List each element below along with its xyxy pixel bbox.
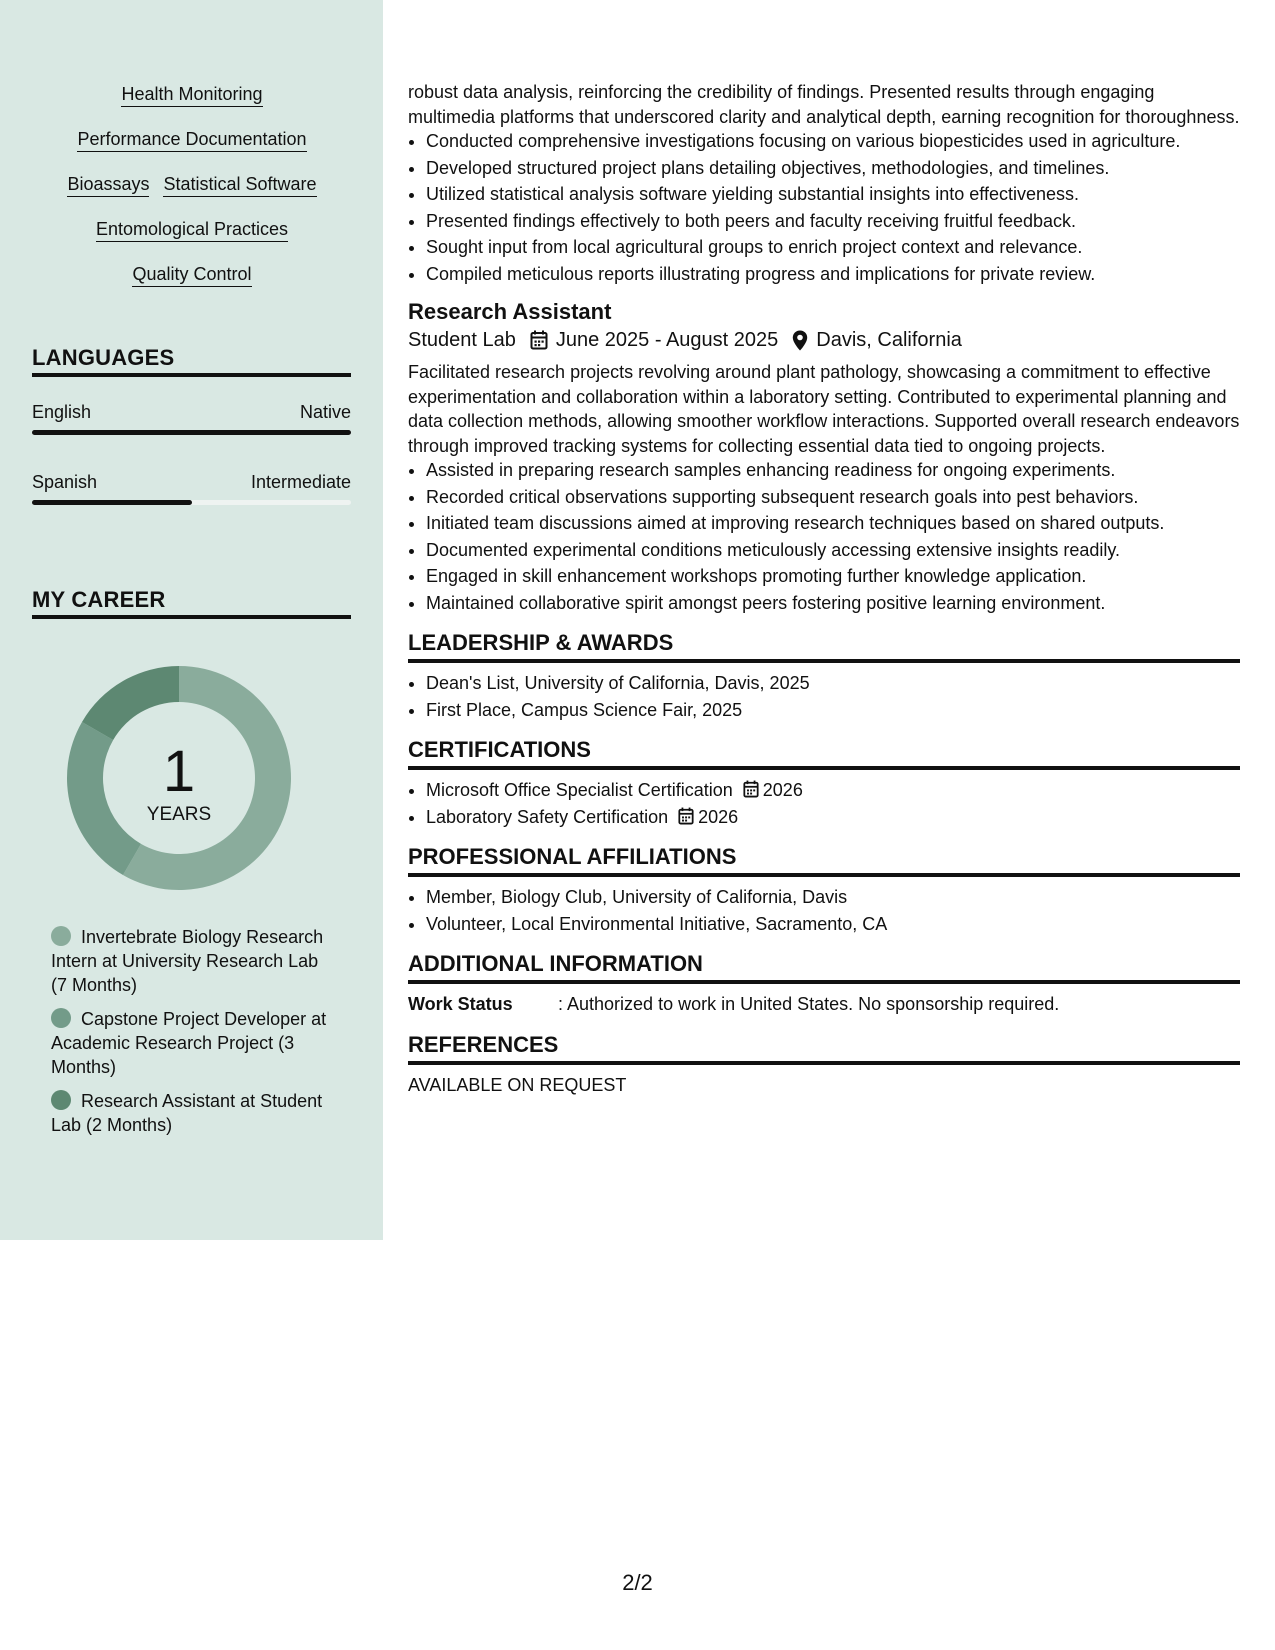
language-name: Spanish	[32, 472, 98, 492]
list-item: • Member, Biology Club, University of California, Davis	[426, 885, 1240, 910]
list-item: • Assisted in preparing research samples enhancing readiness for ongoing experiments.	[426, 458, 1240, 483]
legend-swatch	[51, 926, 71, 946]
job-title: Research Assistant	[408, 299, 612, 324]
certification-year: 2026	[762, 780, 803, 800]
language-proficiency-fill	[32, 500, 192, 505]
language-level: Native	[299, 402, 351, 422]
intro-paragraph: robust data analysis, reinforcing the credibility of findings. Presented results through engaging multimedia platforms that underscored clarity and analytical depth, earning recognition for thoroughness.	[408, 82, 1240, 127]
job-meta	[408, 326, 1240, 354]
language-proficiency-bar	[32, 430, 351, 435]
job-company: Student Lab	[408, 329, 516, 351]
certifications-heading: CERTIFICATIONS	[408, 736, 1240, 770]
affiliations-list	[408, 885, 1240, 936]
career-heading: MY CAREER	[32, 587, 351, 619]
skills-list	[32, 82, 352, 307]
legend-label: Research Assistant at Student Lab (2 Months)	[51, 1091, 323, 1135]
languages-heading: LANGUAGES	[32, 345, 351, 377]
donut-segment	[82, 666, 179, 740]
sidebar	[0, 0, 383, 1240]
intro-bullets	[408, 129, 1240, 286]
skill-tag: Bioassays	[67, 172, 149, 197]
main-content	[408, 80, 1240, 1097]
affiliations-heading: PROFESSIONAL AFFILIATIONS	[408, 843, 1240, 877]
language-spanish	[32, 472, 351, 505]
list-item: • Dean's List, University of California, Davis, 2025	[426, 671, 1240, 696]
list-item: • Documented experimental conditions meticulously accessing extensive insights readily.	[426, 538, 1240, 563]
list-item: • Compiled meticulous reports illustrating progress and implications for private review.	[426, 262, 1240, 287]
list-item: • Volunteer, Local Environmental Initiative, Sacramento, CA	[426, 912, 1240, 937]
skill-tag: Quality Control	[132, 262, 251, 287]
language-proficiency-bar	[32, 500, 351, 505]
career-legend-item	[51, 1007, 336, 1079]
career-total-number: 1	[162, 739, 196, 804]
list-item: • Presented findings effectively to both peers and faculty receiving fruitful feedback.	[426, 209, 1240, 234]
skill-tag: Health Monitoring	[121, 82, 262, 107]
language-name: English	[32, 402, 92, 422]
job-dates: June 2025 - August 2025	[555, 329, 779, 351]
legend-label: Capstone Project Developer at Academic Research Project (3 Months)	[51, 1009, 327, 1077]
legend-swatch	[51, 1008, 71, 1028]
legend-label: Invertebrate Biology Research Intern at University Research Lab (7 Months)	[51, 927, 324, 995]
references-heading: REFERENCES	[408, 1031, 1240, 1065]
job-location: Davis, California	[816, 329, 962, 351]
work-status-value: : Authorized to work in United States. No sponsorship required.	[558, 994, 1060, 1014]
calendar-icon	[530, 330, 548, 350]
career-legend-item	[51, 1089, 336, 1137]
skill-tag: Performance Documentation	[77, 127, 306, 152]
list-item	[426, 805, 1240, 830]
certification-name: Laboratory Safety Certification	[426, 806, 669, 827]
work-status-row	[408, 992, 1240, 1017]
job-summary: Facilitated research projects revolving around plant pathology, showcasing a commitment to effective experimentation and collaboration within a laboratory setting. Contributed to experimental planning and data collection methods, allowing smoother workflow interactions. Supported overall research endeavors through improved tracking systems for collecting essential data tied to ongoing projects.	[408, 362, 1240, 456]
list-item: • Recorded critical observations supporting subsequent research goals into pest behaviors.	[426, 485, 1240, 510]
legend-swatch	[51, 1090, 71, 1110]
list-item: • Engaged in skill enhancement workshops promoting further knowledge application.	[426, 564, 1240, 589]
leadership-heading: LEADERSHIP & AWARDS	[408, 629, 1240, 663]
language-proficiency-fill	[32, 430, 351, 435]
list-item: • Sought input from local agricultural groups to enrich project context and relevance.	[426, 235, 1240, 260]
career-legend	[51, 925, 336, 1147]
career-legend-item	[51, 925, 336, 997]
donut-segment	[67, 722, 141, 875]
skill-tag: Statistical Software	[163, 172, 316, 197]
job-bullets	[408, 458, 1240, 615]
career-donut-chart	[66, 665, 292, 891]
list-item: • Utilized statistical analysis software yielding substantial insights into effectiveness.	[426, 182, 1240, 207]
certification-name: Microsoft Office Specialist Certification	[426, 780, 733, 800]
career-total-unit: YEARS	[146, 804, 212, 825]
certification-year: 2026	[698, 806, 739, 827]
work-status-key: Work Status	[408, 994, 513, 1014]
references-text: AVAILABLE ON REQUEST	[408, 1074, 627, 1095]
list-item: • Initiated team discussions aimed at improving research techniques based on shared outputs.	[426, 511, 1240, 536]
language-english	[32, 402, 351, 435]
list-item: • First Place, Campus Science Fair, 2025	[426, 698, 1240, 723]
skill-tag: Entomological Practices	[96, 217, 288, 242]
additional-info-heading: ADDITIONAL INFORMATION	[408, 950, 1240, 984]
certifications-list	[408, 778, 1240, 829]
location-pin-icon	[792, 330, 808, 351]
page-number: 2/2	[622, 1570, 653, 1595]
list-item: • Conducted comprehensive investigations focusing on various biopesticides used in agriculture.	[426, 129, 1240, 154]
calendar-icon	[678, 807, 694, 825]
calendar-icon	[743, 780, 759, 798]
list-item: • Developed structured project plans detailing objectives, methodologies, and timelines.	[426, 156, 1240, 181]
language-level: Intermediate	[250, 472, 351, 492]
list-item: • Maintained collaborative spirit amongst peers fostering positive learning environment.	[426, 591, 1240, 616]
list-item	[426, 778, 1240, 803]
leadership-list	[408, 671, 1240, 722]
